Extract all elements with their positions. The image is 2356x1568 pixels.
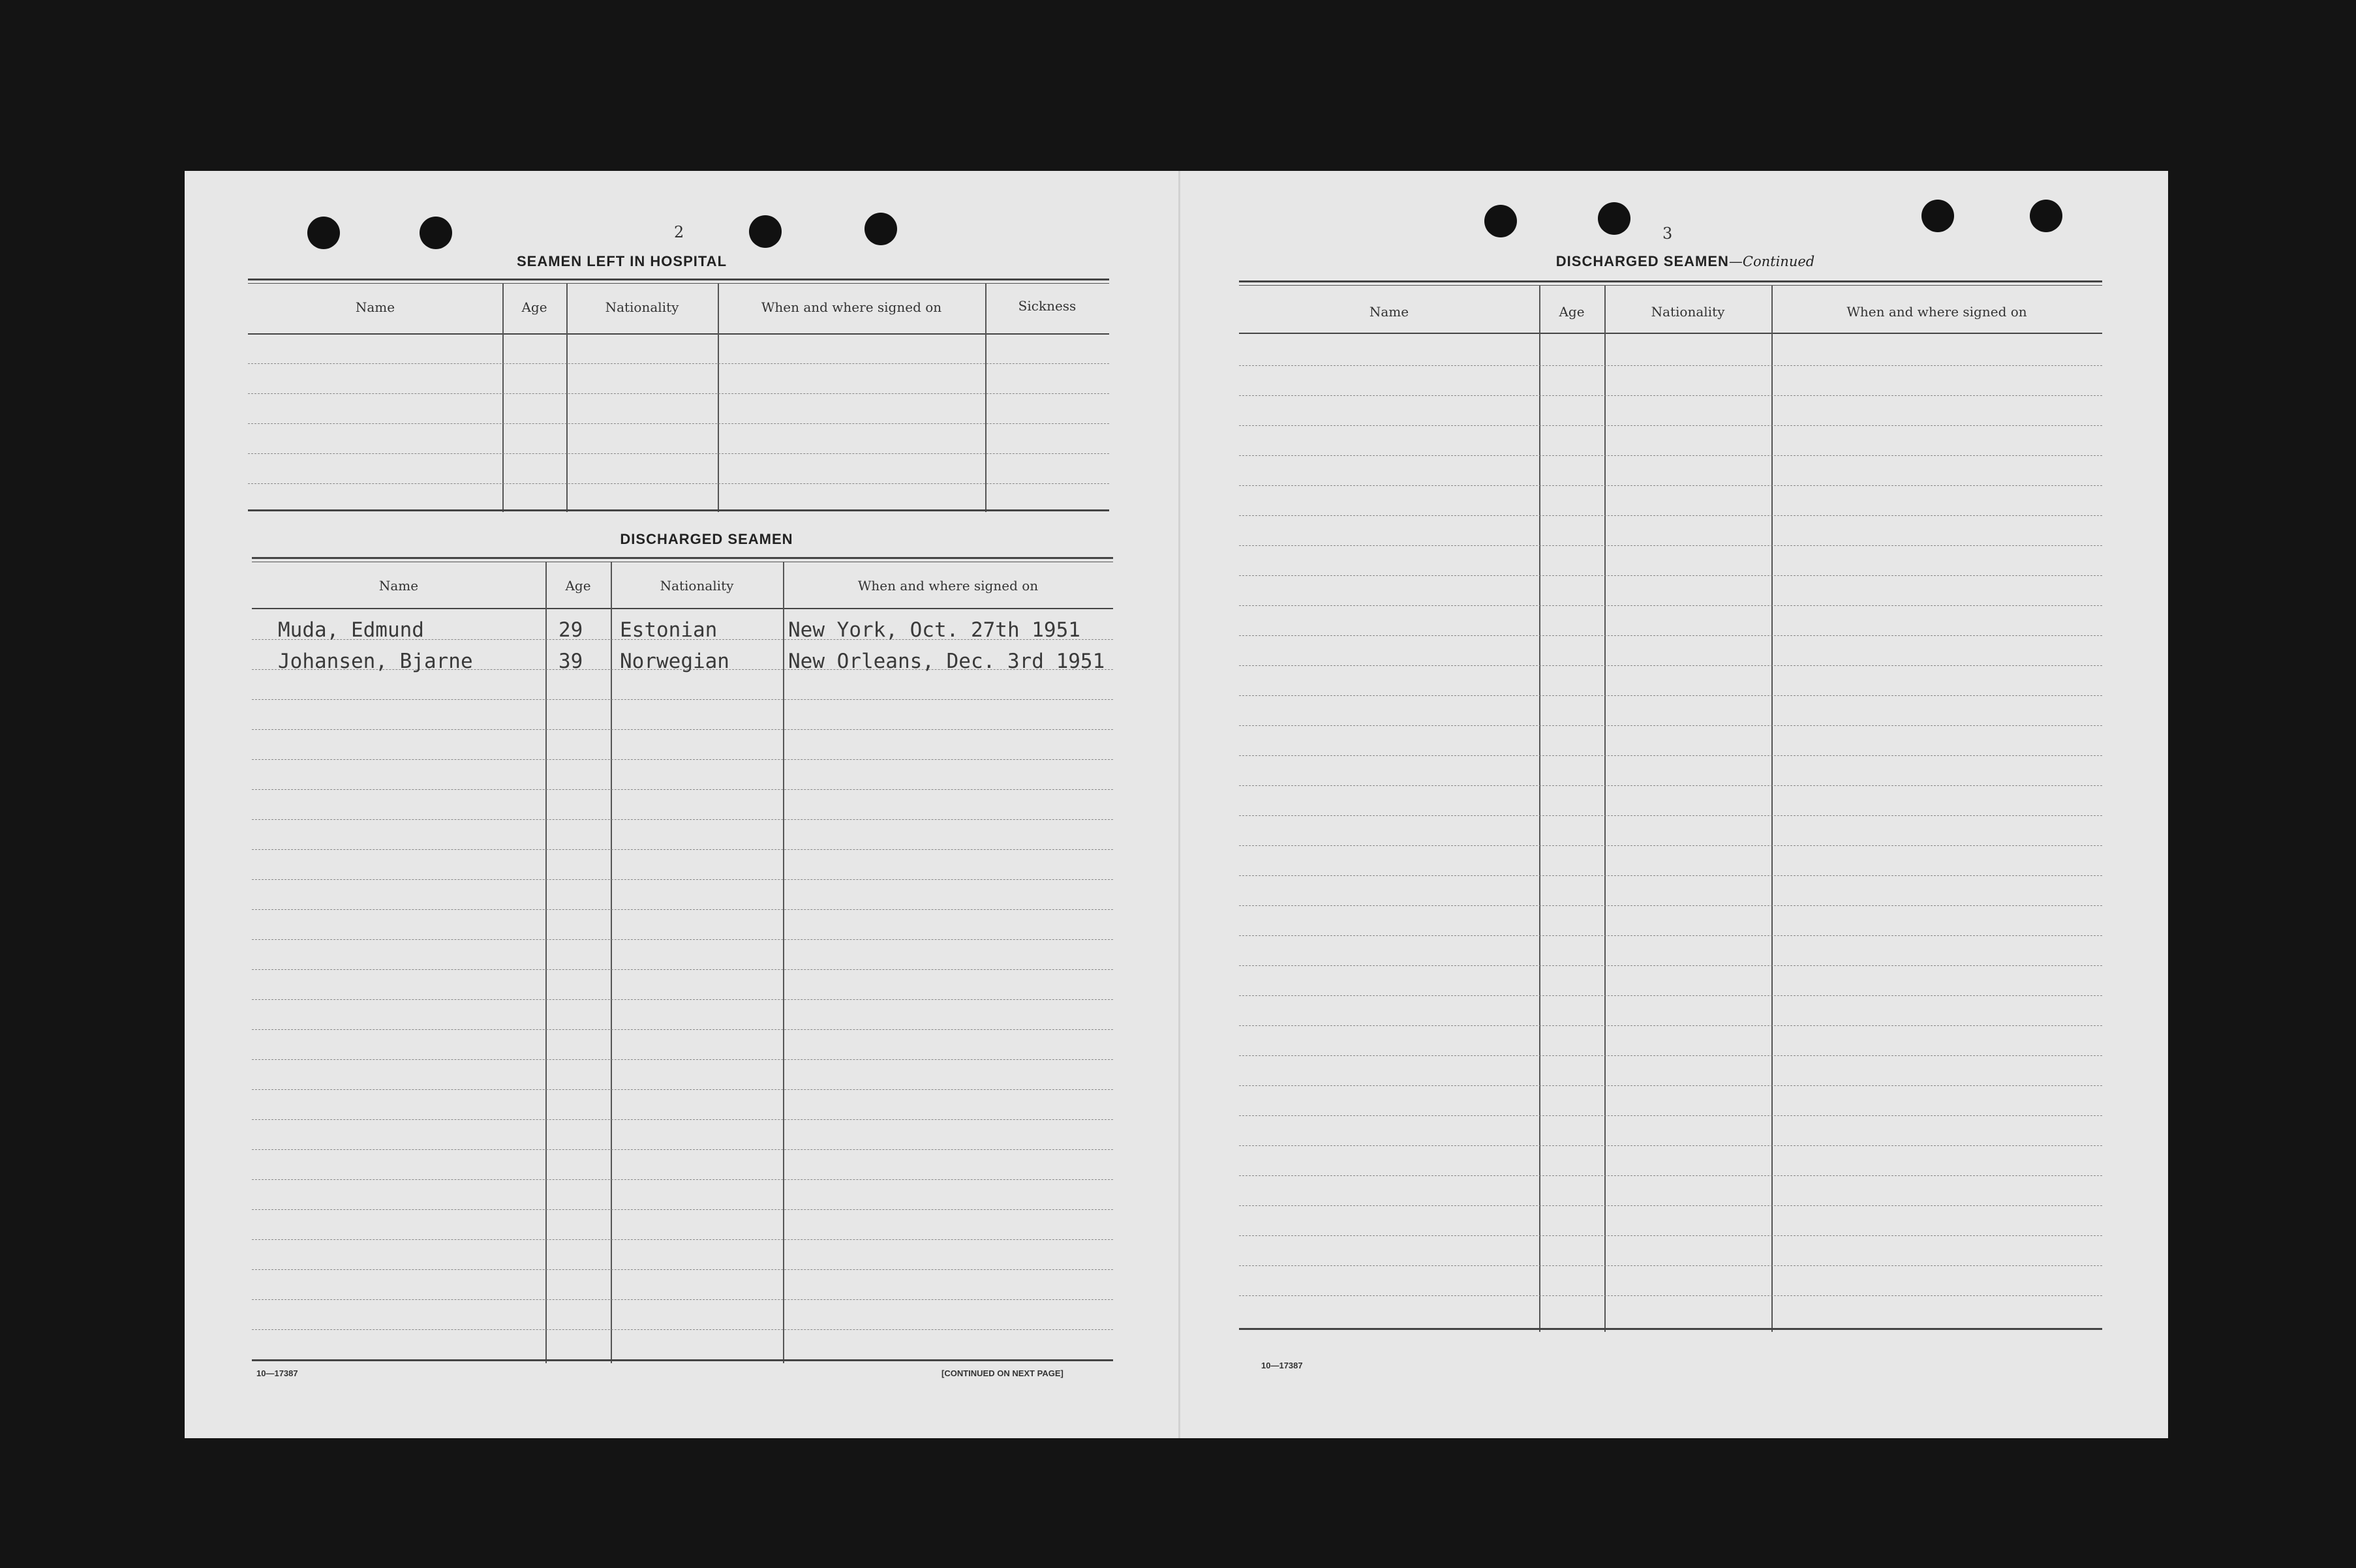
column-divider [566, 284, 568, 512]
discharged-header-signed-on: When and where signed on [857, 578, 1039, 594]
seaman-signed-on: New York, Oct. 27th 1951 [788, 618, 1080, 642]
discharged-continued-table [1239, 280, 2102, 1332]
row-rule [252, 1119, 1113, 1120]
row-rule [252, 849, 1113, 850]
column-divider [718, 284, 719, 512]
punch-hole [307, 217, 340, 249]
discharged-header-name: Name [378, 578, 419, 594]
row-rule [1239, 785, 2102, 786]
discharged-table [252, 557, 1113, 1363]
punch-hole [864, 213, 897, 245]
row-rule [252, 1179, 1113, 1180]
row-rule [1239, 875, 2102, 876]
punch-hole [1484, 205, 1517, 237]
header-rule [248, 333, 1109, 335]
section-title-text: DISCHARGED SEAMEN [1555, 253, 1729, 269]
row-rule [1239, 455, 2102, 456]
row-rule [1239, 725, 2102, 726]
row-rule [1239, 1145, 2102, 1146]
row-rule [1239, 1265, 2102, 1266]
hospital-header-signed-on: When and where signed on [761, 299, 942, 315]
row-rule [248, 363, 1109, 364]
row-rule [252, 729, 1113, 730]
row-rule [248, 483, 1109, 484]
form-number-right: 10—17387 [1261, 1361, 1303, 1370]
column-divider [783, 562, 784, 1363]
seaman-signed-on: New Orleans, Dec. 3rd 1951 [788, 650, 1105, 673]
continued-header-signed-on: When and where signed on [1846, 304, 2027, 320]
row-rule [252, 1329, 1113, 1330]
row-rule [1239, 575, 2102, 576]
table-bottom-rule [248, 509, 1109, 511]
row-rule [252, 1149, 1113, 1150]
punch-hole [749, 215, 782, 248]
table-bottom-rule [252, 1359, 1113, 1361]
row-rule [252, 999, 1113, 1000]
row-rule [1239, 935, 2102, 936]
row-rule [1239, 845, 2102, 846]
column-divider [545, 562, 547, 1363]
continued-header-name: Name [1369, 304, 1409, 320]
row-rule [252, 789, 1113, 790]
page-number-right: 3 [1662, 224, 1673, 243]
seaman-nationality: Estonian [620, 618, 718, 642]
row-rule [1239, 395, 2102, 396]
continued-section-title [1490, 253, 1881, 270]
section-title-suffix: —Continued [1728, 254, 1815, 269]
row-rule [1239, 1115, 2102, 1116]
form-sheet [185, 171, 2168, 1438]
row-rule [1239, 545, 2102, 546]
hospital-header-name: Name [355, 299, 395, 315]
row-rule [1239, 1085, 2102, 1086]
discharged-section-title: DISCHARGED SEAMEN [620, 531, 793, 547]
row-rule [252, 939, 1113, 940]
seaman-age: 29 [558, 618, 583, 642]
header-rule [1239, 333, 2102, 334]
row-rule [248, 393, 1109, 394]
row-rule [252, 1029, 1113, 1030]
row-rule [1239, 695, 2102, 696]
punch-hole [2030, 200, 2062, 232]
hospital-section-title: SEAMEN LEFT IN HOSPITAL [516, 253, 727, 269]
discharged-header-nationality: Nationality [660, 578, 734, 594]
punch-hole [1598, 202, 1630, 235]
column-divider [502, 284, 504, 512]
table-top-rule [1239, 280, 2102, 282]
row-rule [1239, 1235, 2102, 1236]
table-top-rule [248, 283, 1109, 284]
row-rule [1239, 635, 2102, 636]
table-top-rule [1239, 285, 2102, 286]
row-rule [1239, 665, 2102, 666]
page-number-left: 2 [674, 223, 684, 241]
row-rule [1239, 1175, 2102, 1176]
continued-note: [CONTINUED ON NEXT PAGE] [941, 1368, 1063, 1378]
row-rule [1239, 1025, 2102, 1026]
hospital-table [248, 279, 1109, 512]
row-rule [248, 423, 1109, 424]
header-rule [252, 608, 1113, 609]
hospital-header-nationality: Nationality [605, 299, 679, 315]
form-number-left: 10—17387 [256, 1368, 298, 1378]
row-rule [252, 699, 1113, 700]
table-top-rule [252, 557, 1113, 559]
punch-hole [1921, 200, 1954, 232]
seaman-name: Muda, Edmund [278, 618, 424, 642]
page-fold [1178, 171, 1180, 1438]
row-rule [252, 1059, 1113, 1060]
row-rule [1239, 1295, 2102, 1296]
row-rule [252, 909, 1113, 910]
row-rule [1239, 965, 2102, 966]
row-rule [1239, 515, 2102, 516]
column-divider [985, 284, 987, 512]
row-rule [252, 1299, 1113, 1300]
row-rule [1239, 1205, 2102, 1206]
table-bottom-rule [1239, 1328, 2102, 1330]
continued-header-age: Age [1559, 304, 1585, 320]
row-rule [1239, 995, 2102, 996]
row-rule [252, 969, 1113, 970]
seaman-nationality: Norwegian [620, 650, 729, 673]
row-rule [1239, 815, 2102, 816]
row-rule [252, 879, 1113, 880]
table-top-rule [248, 279, 1109, 280]
row-rule [1239, 425, 2102, 426]
row-rule [248, 453, 1109, 454]
row-rule [252, 1089, 1113, 1090]
row-rule [1239, 365, 2102, 366]
row-rule [1239, 605, 2102, 606]
column-divider [611, 562, 612, 1363]
row-rule [252, 819, 1113, 820]
row-rule [1239, 1055, 2102, 1056]
row-rule [252, 759, 1113, 760]
continued-header-nationality: Nationality [1651, 304, 1725, 320]
row-rule [252, 1239, 1113, 1240]
hospital-header-age: Age [521, 299, 547, 315]
seaman-age: 39 [558, 650, 583, 673]
row-rule [1239, 905, 2102, 906]
row-rule [252, 1209, 1113, 1210]
row-rule [252, 1269, 1113, 1270]
hospital-header-sickness: Sickness [1018, 298, 1077, 314]
row-rule [1239, 755, 2102, 756]
discharged-header-age: Age [565, 578, 591, 594]
row-rule [1239, 485, 2102, 486]
seaman-name: Johansen, Bjarne [278, 650, 473, 673]
punch-hole [420, 217, 452, 249]
